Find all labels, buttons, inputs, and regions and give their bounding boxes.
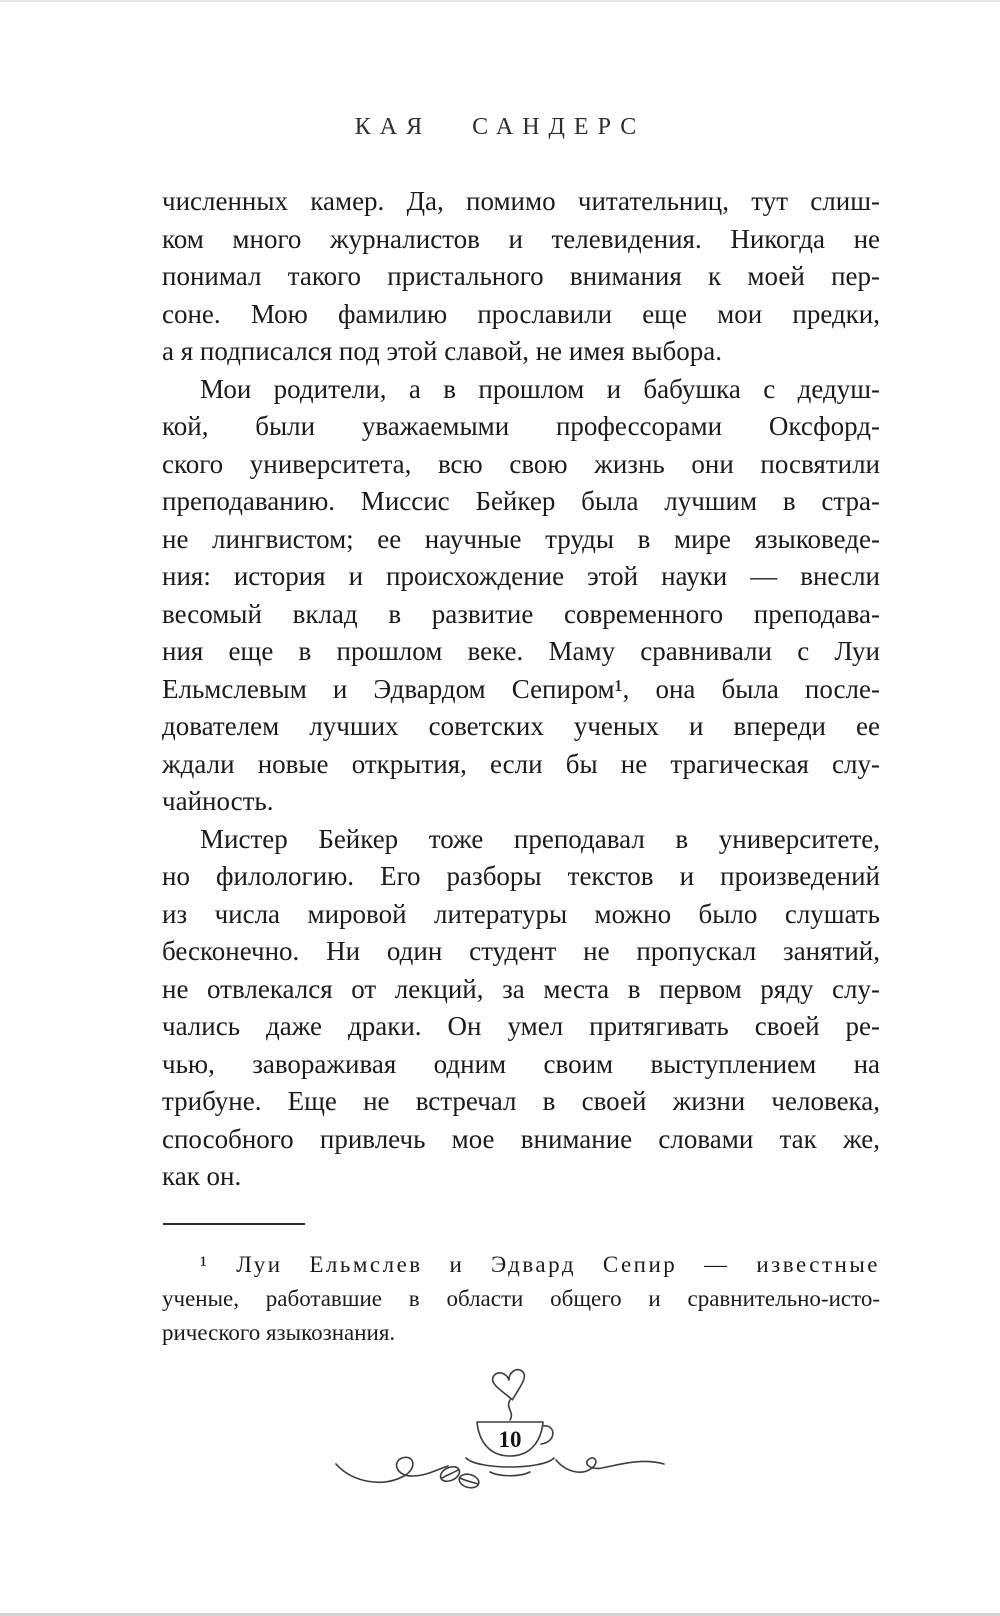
coffee-cup-decoration [330,1366,670,1506]
text-line: ждали новые открытия, если бы не трагическая слу- [162,748,880,779]
flourish-right-icon [556,1458,664,1472]
text-line: дователем лучших советских ученых и впереди ее [162,711,880,741]
coffee-cup-icon [477,1422,553,1456]
flourish-left-icon [336,1457,448,1482]
text-line: Ельмслевым и Эдвардом Сепиром¹, она была после- [162,673,880,704]
text-line: чайность. [162,786,274,816]
body-text [162,183,880,1196]
footnote-rule [163,1223,305,1225]
text-line: не лингвистом; ее научные труды в мире языковеде- [162,523,880,554]
text-line: ния: история и происхождение этой науки — внесли [162,561,880,591]
text-line: способного привлечь мое внимание словами так же, [162,1123,880,1154]
text-line: ком много журналистов и телевидения. Никогда не [162,223,880,254]
page-number: 10 [498,1427,522,1452]
text-line: понимал такого пристального внимания к моей пер- [162,261,880,291]
text-line: ¹ Луи Ельмслев и Эдвард Сепир — известные [200,1252,880,1277]
text-line: рического языкознания. [162,1320,396,1345]
text-line: а я подписался под этой славой, не имея выбора. [162,336,722,366]
saucer-icon [466,1458,554,1476]
text-line: чались даже драки. Он умел притягивать своей ре- [162,1011,880,1041]
text-line: весомый вклад в развитие современного преподава- [162,598,880,629]
text-line: соне. Мою фамилию прославили еще мои предки, [162,298,880,329]
text-line: ученые, работавшие в области общего и сравнительно-исто- [162,1286,880,1311]
text-line: как он. [162,1161,242,1191]
text-line: бесконечно. Ни один студент не пропускал занятий, [162,936,880,966]
text-line: но филологию. Его разборы текстов и произведений [162,861,880,891]
steam-swirl-icon [509,1400,512,1420]
text-line: не отвлекался от лекций, за места в первом ряду слу- [162,973,880,1004]
text-line: преподаванию. Миссис Бейкер была лучшим в стра- [162,486,880,516]
text-line: Мистер Бейкер тоже преподавал в университете, [200,823,880,854]
text-line: численных камер. Да, помимо читательниц, тут слиш- [162,186,880,216]
heart-icon [492,1369,529,1403]
text-line: кой, были уважаемыми профессорами Оксфорд- [162,411,880,441]
text-line: чью, завораживая одним своим выступлением на [162,1048,880,1079]
scan-edge-top [0,0,1000,2]
text-line: трибуне. Еще не встречал в своей жизни человека, [162,1086,880,1116]
footnote [162,1248,880,1350]
text-line: из числа мировой литературы можно было слушать [162,898,880,929]
text-line: Мои родители, а в прошлом и бабушка с дедуш- [200,373,880,404]
text-line: ского университета, всю свою жизнь они посвятили [162,448,880,479]
running-header: КАЯ САНДЕРС [354,114,646,140]
text-line: ния еще в прошлом веке. Маму сравнивали с Луи [162,636,880,666]
